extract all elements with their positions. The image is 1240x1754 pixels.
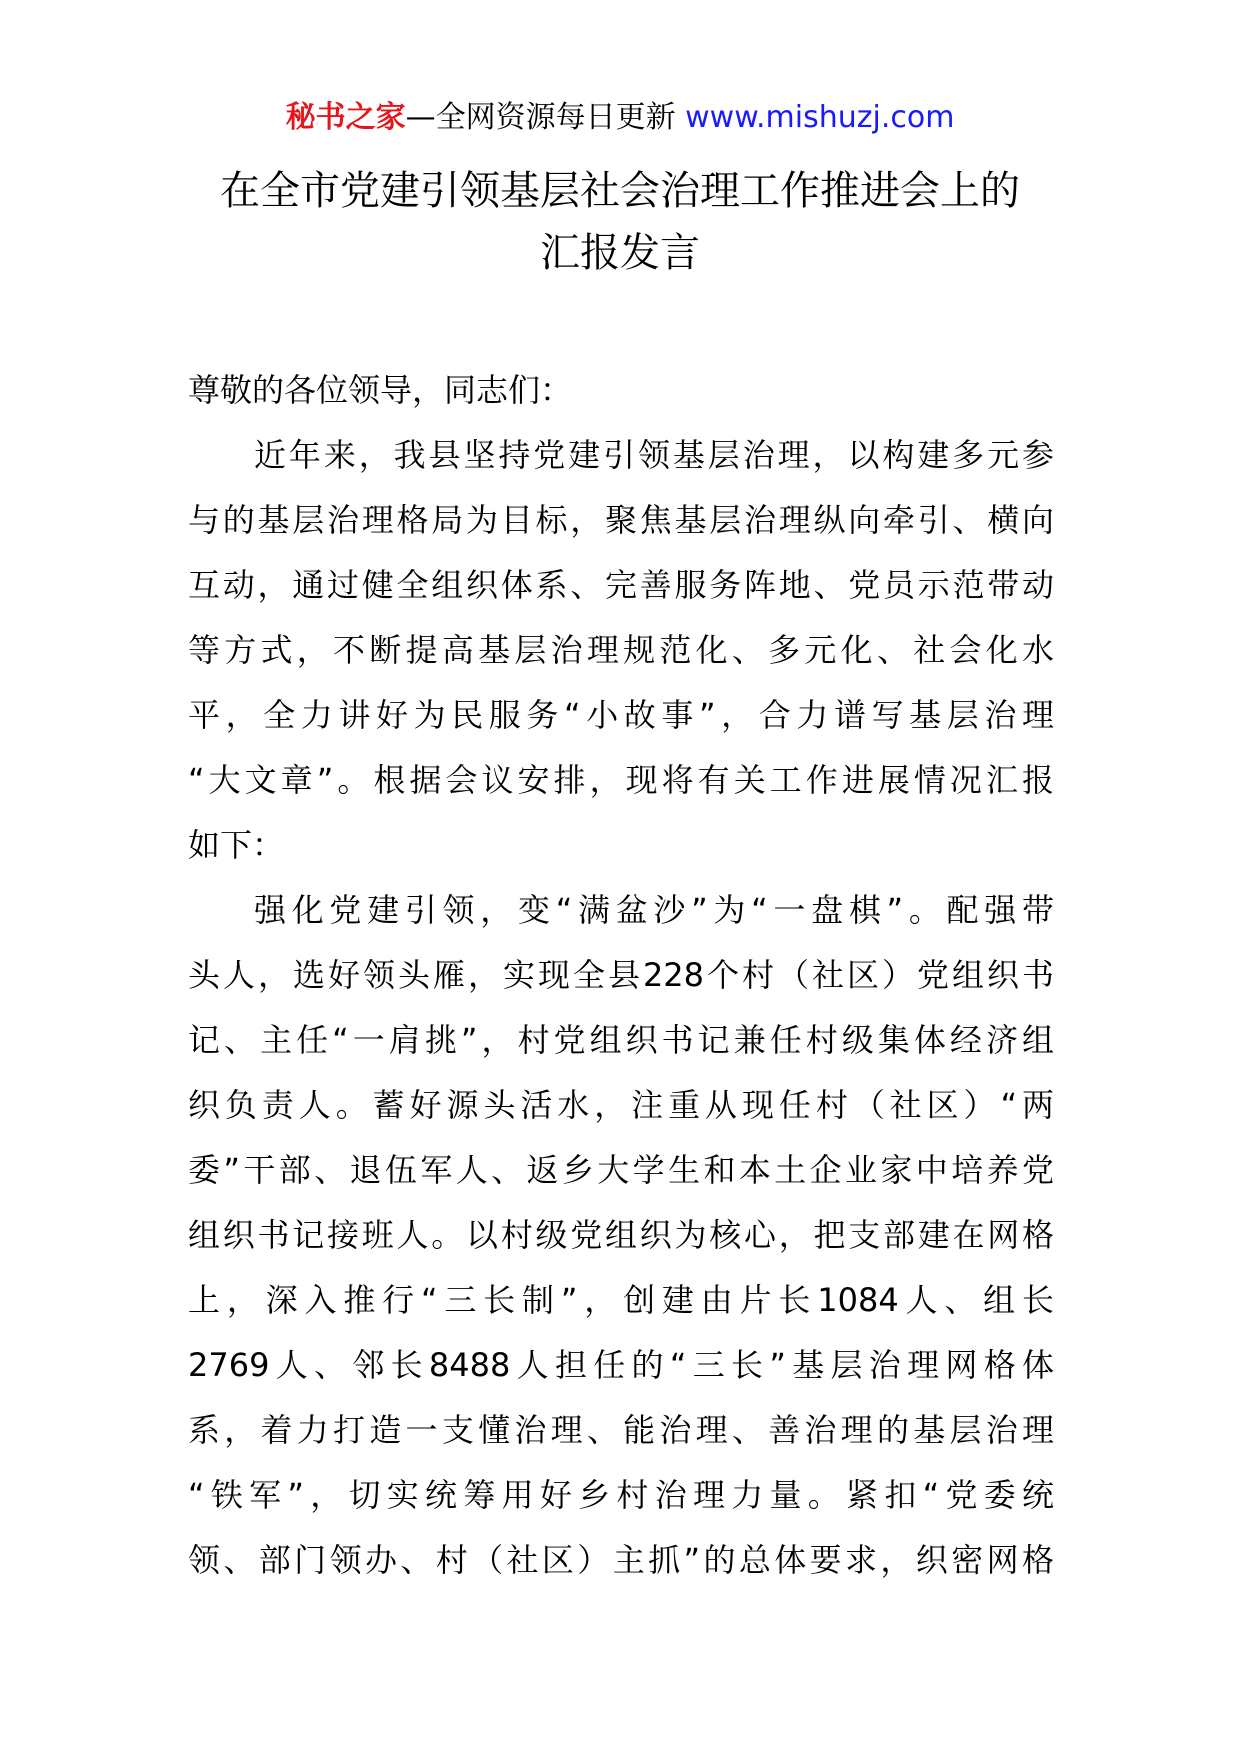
text-line: 系，着力打造一支懂治理、能治理、善治理的基层治理 <box>188 1411 1054 1449</box>
text-line: 织负责人。蓄好源头活水，注重从现任村（社区）“两 <box>188 1086 1054 1124</box>
title-line-1: 在全市党建引领基层社会治理工作推进会上的 <box>220 168 1020 214</box>
text-line: 强化党建引领，变“满盆沙”为“一盘棋”。配强带 <box>254 891 1054 929</box>
text-line: “大文章”。根据会议安排，现将有关工作进展情况汇报 <box>188 761 1054 799</box>
text-line: 互动，通过健全组织体系、完善服务阵地、党员示范带动 <box>188 566 1054 604</box>
text-line: 平，全力讲好为民服务“小故事”，合力谱写基层治理 <box>188 696 1054 734</box>
brand-name: 秘书之家 <box>285 100 406 135</box>
text-line: 领、部门领办、村（社区）主抓”的总体要求，织密网格 <box>188 1541 1054 1579</box>
text-line: 头人，选好领头雁，实现全县228个村（社区）党组织书 <box>188 956 1054 994</box>
text-line: 与的基层治理格局为目标，聚焦基层治理纵向牵引、横向 <box>188 501 1054 539</box>
salutation: 尊敬的各位领导，同志们： <box>188 371 573 409</box>
site-url-link[interactable]: www.mishuzj.com <box>685 100 955 135</box>
text-line: “铁军”，切实统筹用好乡村治理力量。紧扣“党委统 <box>188 1476 1054 1514</box>
text-line: 等方式，不断提高基层治理规范化、多元化、社会化水 <box>188 631 1054 669</box>
site-header <box>0 98 1240 138</box>
text-line: 2769人、邻长8488人担任的“三长”基层治理网格体 <box>188 1346 1054 1384</box>
document-body <box>188 358 1054 1593</box>
site-slogan: —全网资源每日更新 <box>405 100 676 135</box>
text-line: 上，深入推行“三长制”，创建由片长1084人、组长 <box>188 1281 1054 1319</box>
text-line: 记、主任“一肩挑”，村党组织书记兼任村级集体经济组 <box>188 1021 1054 1059</box>
title-line-2: 汇报发言 <box>540 230 700 276</box>
text-line: 组织书记接班人。以村级党组织为核心，把支部建在网格 <box>188 1216 1054 1254</box>
document-title <box>0 160 1240 284</box>
text-line: 委”干部、退伍军人、返乡大学生和本土企业家中培养党 <box>188 1151 1054 1189</box>
text-line: 如下： <box>188 826 285 864</box>
text-line: 近年来，我县坚持党建引领基层治理，以构建多元参 <box>254 436 1054 474</box>
